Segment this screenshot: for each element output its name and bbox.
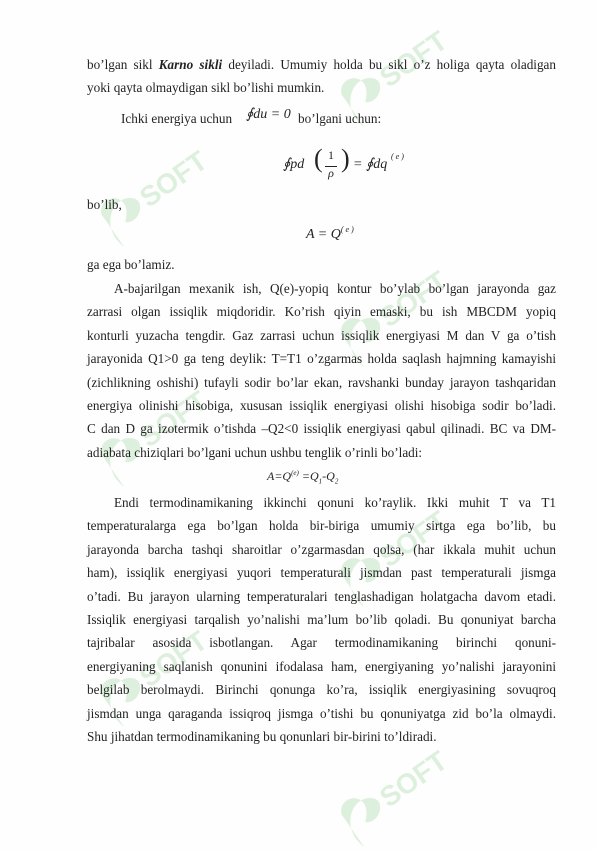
p1-line-1: A-bajarilgan mexanik ish, Q(e)-yopiq kontur bo’ylab bo’lgan jarayonda gaz	[114, 281, 556, 296]
p2-line-9: belgilab berolmaydi. Birinchi qonunga ko’ra, issiqlik energiyasining sovuqroq	[87, 682, 556, 698]
p2-line-6: Issiqlik energiyasi tarqalish yo’nalishi ma’lum bo’lib qoladi. Bu qonuniyat barcha	[87, 612, 556, 627]
formula-a-equals-q: $A = Q^{( e )}$	[306, 225, 354, 242]
p2-line-8: energiyaning saqlanish qonunini ifodalasa ham, energiyaning yo’nalishi jarayonini	[87, 658, 556, 674]
karno-sikli-term: Karno sikli	[158, 57, 223, 72]
formula-a-q1-q2: $A=Q^{(e)} =Q_1-Q_2$	[267, 469, 339, 486]
text-line-3a: Ichki energiya uchun	[121, 111, 233, 126]
text-line-1: bo’lgan sikl Karno sikli deyiladi. Umumiy holda bu sikl o’z holiga qayta oladigan	[87, 57, 557, 72]
p1-line-6: energiya olinishi hisobiga, xususan issiqlik energiyasi olishi hisobiga sodir bo’ladi.	[87, 398, 556, 413]
p2-line-7: tajribalar asosida isbotlangan. Agar termodinamikaning birinchi qonuni-	[87, 635, 556, 651]
p1-line-7: C dan D ga izotermik o’tishda –Q2<0 issiqlik energiyasi qabul qilinadi. BC va DM-	[87, 421, 556, 437]
svg-text:SOFT: SOFT	[374, 264, 453, 334]
p2-line-5: o’tadi. Bu jarayon ularning temperaturalari tenglashadigan holatgacha davom etadi.	[87, 588, 556, 604]
p1-line-2: zarrasi olgan issiqlik miqdoridir. Ko’rish qiyin emaski, bu ish MBCDM yopiq	[87, 304, 556, 320]
svg-text:SOFT: SOFT	[134, 384, 213, 454]
svg-text:SOFT: SOFT	[134, 624, 213, 694]
p1-line-8: adiabata chiziqlari bo’lgani uchun ushbu tenglik o’rinli bo’ladi:	[87, 444, 423, 460]
p2-line-2: temperaturalarga ega bo’lgan holda bir-biriga umumiy sirtga ega bo’lib, bu	[87, 518, 556, 534]
svg-text:SOFT: SOFT	[374, 744, 453, 814]
p1-line-3: konturli yuzacha tengdir. Gaz zarrasi uchun issiqlik energiyasi M dan V ga o’tish	[87, 327, 556, 343]
formula-pd-rho: ∮pd ( 1 ρ ) = ∮dq ( e )	[283, 144, 404, 180]
formula-du-zero: ∮du = 0	[246, 107, 291, 122]
p2-line-11: Shu jihatdan termodinamikaning bu qonunlari bir-birini to’ldiradi.	[87, 729, 437, 744]
p1-line-5: (zichlikning oshishi) tufayli sodir bo’lar ekan, ravshanki bunday jarayon tashqaridan	[87, 374, 556, 390]
p2-line-1: Endi termodinamikaning ikkinchi qonuni ko’raylik. Ikki muhit T va T1	[114, 495, 556, 510]
p2-line-10: jismdan unga qaraganda issiqroq jismga o’tishi bu qonuniyatga zid bo’la olmaydi.	[87, 705, 556, 721]
svg-text:SOFT: SOFT	[374, 504, 453, 574]
text-line-5: ga ega bo’lamiz.	[87, 257, 175, 272]
text-line-2: yoki qayta olmaydigan sikl bo’lishi mumkin.	[87, 80, 325, 95]
text-line-3b: bo’lgani uchun:	[298, 111, 382, 126]
p2-line-3: jarayonda barcha tashqi sharoitlar o’zgarmasdan qolsa, (har ikkala muhit uchun	[87, 541, 556, 557]
text-line-4: bo’lib,	[87, 197, 122, 212]
svg-text:SOFT: SOFT	[134, 144, 213, 214]
p1-line-4: jarayonida Q1>0 ga teng deylik: T=T1 o’zgarmas holda saqlash hajmning kamayishi	[87, 351, 556, 367]
svg-text:SOFT: SOFT	[374, 24, 453, 94]
p2-line-4: ham), issiqlik energiyasi yuqori temperaturali jismdan past temperaturali jismga	[87, 565, 556, 581]
